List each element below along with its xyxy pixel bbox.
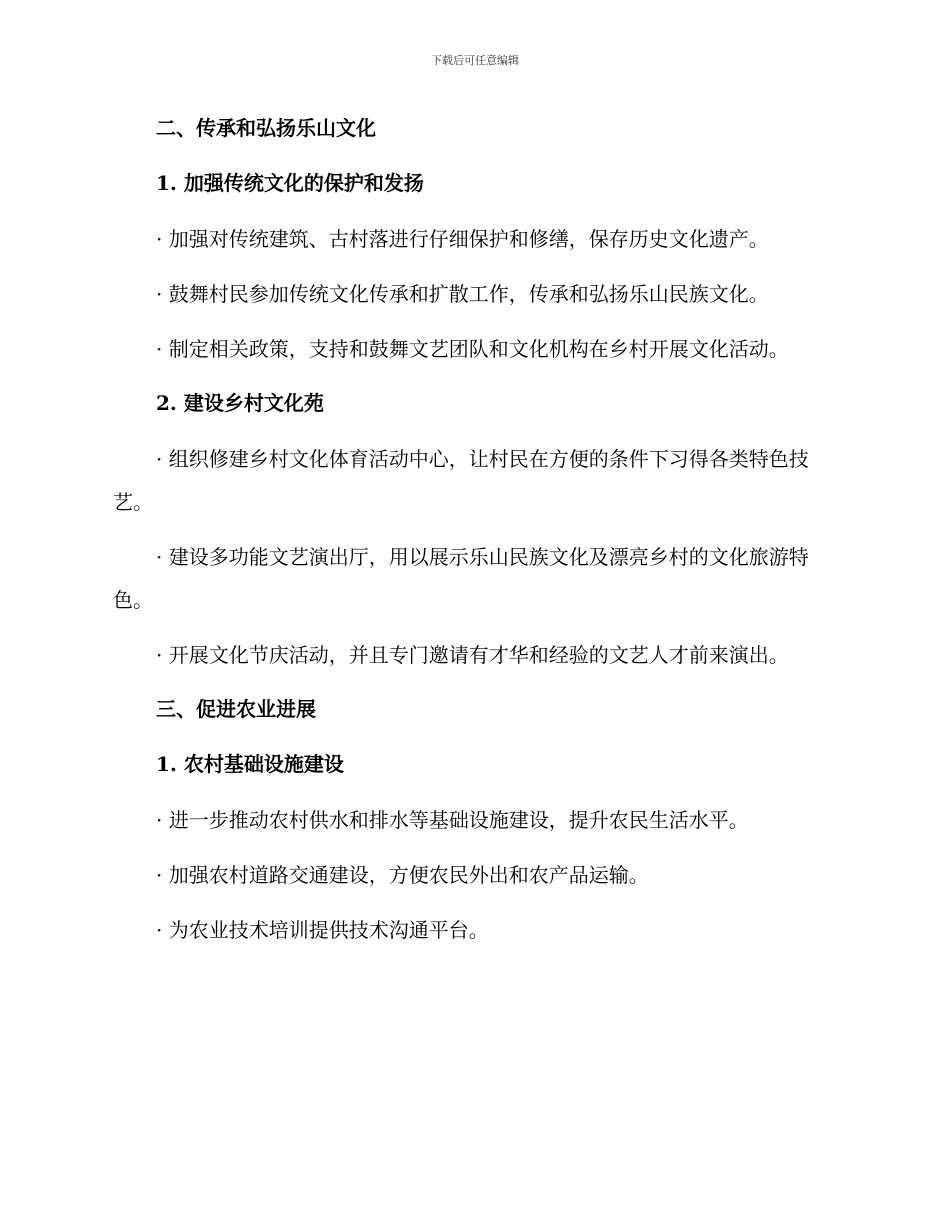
subsection-heading-traditional-culture: 1. 加强传统文化的保护和发扬	[156, 171, 424, 195]
bullet-paragraph: · 进一步推动农村供水和排水等基础设施建设，提升农民生活水平。	[156, 808, 749, 832]
bullet-paragraph: · 鼓舞村民参加传统文化传承和扩散工作，传承和弘扬乐山民族文化。	[156, 282, 769, 306]
section-heading-agriculture: 三、促进农业进展	[156, 697, 316, 721]
page-header-note: 下载后可任意编辑	[431, 54, 519, 67]
bullet-paragraph: · 制定相关政策，支持和鼓舞文艺团队和文化机构在乡村开展文化活动。	[156, 337, 789, 361]
document-body	[113, 108, 825, 964]
bullet-paragraph: · 加强对传统建筑、古村落进行仔细保护和修缮，保存历史文化遗产。	[156, 227, 769, 251]
bullet-paragraph: · 加强农村道路交通建设，方便农民外出和农产品运输。	[156, 863, 649, 887]
bullet-paragraph: · 开展文化节庆活动，并且专门邀请有才华和经验的文艺人才前来演出。	[156, 643, 789, 667]
bullet-paragraph: · 组织修建乡村文化体育活动中心，让村民在方便的条件下习得各类特色技艺。	[113, 447, 809, 514]
subsection-heading-culture-garden: 2. 建设乡村文化苑	[156, 391, 324, 415]
section-heading-culture: 二、传承和弘扬乐山文化	[156, 116, 376, 140]
bullet-paragraph: · 为农业技术培训提供技术沟通平台。	[156, 918, 489, 942]
subsection-heading-infrastructure: 1. 农村基础设施建设	[156, 752, 344, 776]
bullet-paragraph: · 建设多功能文艺演出厅，用以展示乐山民族文化及漂亮乡村的文化旅游特色。	[113, 545, 809, 612]
